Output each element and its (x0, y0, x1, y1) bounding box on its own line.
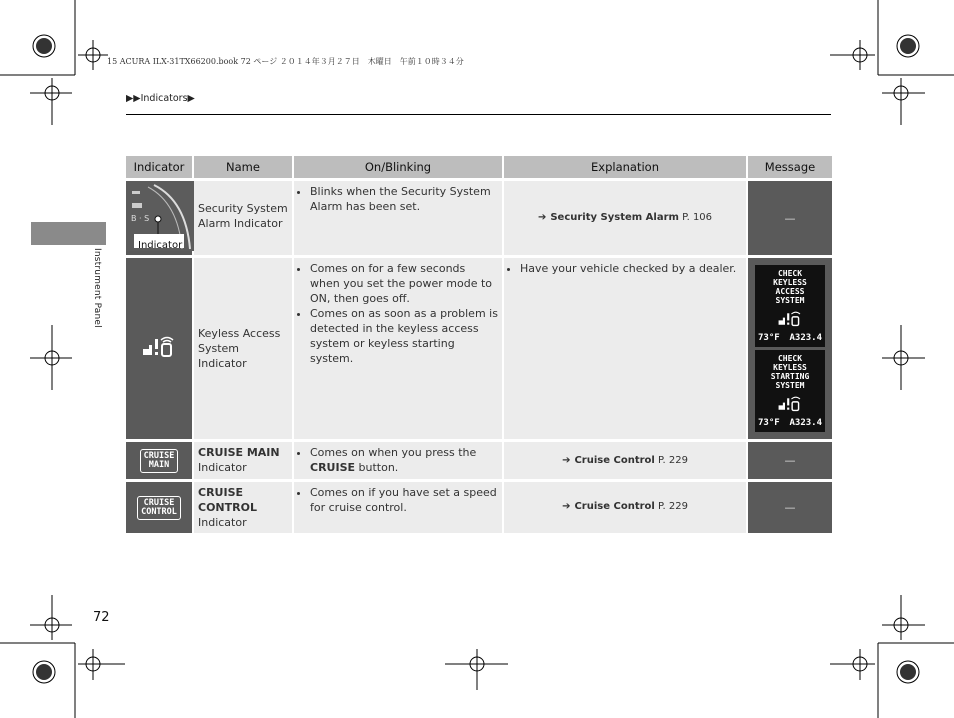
indicator-name: Indicator (198, 461, 247, 474)
cruise-control-icon (137, 496, 181, 520)
indicators-table (126, 156, 832, 533)
cruise-main-indicator-image (126, 439, 194, 479)
keyless-indicator-image (126, 255, 194, 439)
cruise-control-message-cell: — (748, 479, 832, 533)
column-header-indicator: Indicator (126, 156, 194, 178)
xref-title: Cruise Control (574, 455, 655, 466)
header-rule (126, 114, 831, 115)
indicator-name: Security System Alarm Indicator (198, 202, 288, 230)
reference-arrow-icon: ➔ (562, 455, 571, 466)
keyless-explanation-cell (504, 255, 748, 439)
screen-temp: 73°F (758, 333, 780, 343)
list-item: • Blinks when the Security System Alarm has been set. (310, 184, 498, 214)
keyless-warning-icon (777, 394, 803, 414)
cruise-main-explanation-cell (504, 439, 748, 479)
cruise-control-name-cell (194, 479, 294, 533)
reference-arrow-icon: ➔ (537, 212, 547, 223)
keyless-name-cell (194, 255, 294, 439)
cruise-control-indicator-image (126, 479, 194, 533)
list-item: • Comes on as soon as a problem is detected in the keyless access system or keyless starting system. (310, 306, 498, 366)
list-item: • Comes on if you have set a speed for cruise control. (310, 485, 498, 515)
icon-text: CONTROL (141, 506, 177, 517)
text: button. (358, 461, 399, 474)
screen-temp: 73°F (758, 418, 780, 428)
cross-reference-link[interactable] (508, 445, 742, 468)
icon-text: MAIN (148, 459, 170, 470)
reference-arrow-icon: ➔ (562, 501, 571, 512)
cross-reference-link[interactable] (508, 485, 742, 514)
keyless-warning-icon (777, 309, 803, 329)
security-indicator-image (126, 178, 194, 255)
screen-line: CHECK (777, 269, 803, 278)
icon-text: CRUISE (143, 450, 175, 461)
screen-line: KEYLESS (773, 363, 807, 372)
screen-line: SYSTEM (775, 296, 805, 305)
xref-page: P. 106 (682, 212, 713, 223)
page-number: 72 (93, 610, 110, 625)
table-row (126, 439, 832, 479)
indicator-name: Keyless Access System Indicator (198, 327, 281, 370)
column-header-message: Message (748, 156, 832, 178)
security-explanation-cell (504, 178, 748, 255)
screen-line: ACCESS (775, 287, 805, 296)
screen-odometer: A323.4 (789, 333, 822, 343)
screen-line: CHECK (777, 354, 803, 363)
list-item: • Have your vehicle checked by a dealer. (520, 261, 742, 276)
screen-line: STARTING (770, 372, 810, 381)
table-row (126, 255, 832, 439)
security-message-cell: — (748, 178, 832, 255)
screen-odometer: A323.4 (789, 418, 822, 428)
side-tab-label: Instrument Panel (92, 248, 102, 328)
message-screen-access (755, 265, 825, 347)
side-tab[interactable] (31, 222, 106, 245)
breadcrumb[interactable]: ▶▶Indicators▶ (126, 93, 195, 104)
cruise-control-on-blinking-cell (294, 479, 504, 533)
cruise-control-explanation-cell (504, 479, 748, 533)
cruise-main-message-cell: — (748, 439, 832, 479)
print-header: 15 ACURA ILX-31TX66200.book 72 ページ ２０１４年３月２７日 木曜日 午前１０時３４分 (107, 57, 464, 66)
security-on-blinking-cell (294, 178, 504, 255)
xref-title: Security System Alarm (550, 212, 679, 223)
cruise-main-name-cell (194, 439, 294, 479)
table-row (126, 178, 832, 255)
xref-page: P. 229 (658, 455, 688, 466)
keyless-warning-icon (141, 333, 177, 361)
screen-line: KEYLESS (773, 278, 807, 287)
message-screen-starting (755, 350, 825, 432)
indicator-name-bold: CRUISE CONTROL (198, 486, 257, 514)
indicator-name: Indicator (198, 516, 247, 529)
table-header-row (126, 156, 832, 178)
cross-reference-link[interactable] (508, 184, 742, 225)
xref-page: P. 229 (658, 501, 688, 512)
security-name-cell (194, 178, 294, 255)
button-name: CRUISE (310, 461, 356, 474)
column-header-on-blinking: On/Blinking (294, 156, 504, 178)
column-header-explanation: Explanation (504, 156, 748, 178)
keyless-on-blinking-cell (294, 255, 504, 439)
list-item: • Comes on for a few seconds when you set the power mode to ON, then goes off. (310, 261, 498, 306)
indicator-callout-label: Indicator (138, 240, 183, 251)
svg-text:B · S: B · S (131, 214, 150, 223)
table-row (126, 479, 832, 533)
text: Comes on when you press the (310, 446, 477, 459)
list-item (310, 445, 498, 475)
column-header-name: Name (194, 156, 294, 178)
cruise-main-on-blinking-cell (294, 439, 504, 479)
icon-text: CRUISE (143, 497, 175, 508)
cruise-main-icon (140, 449, 179, 473)
indicator-name-bold: CRUISE MAIN (198, 446, 280, 459)
screen-line: SYSTEM (775, 381, 805, 390)
keyless-message-cell (748, 255, 832, 439)
xref-title: Cruise Control (574, 501, 655, 512)
